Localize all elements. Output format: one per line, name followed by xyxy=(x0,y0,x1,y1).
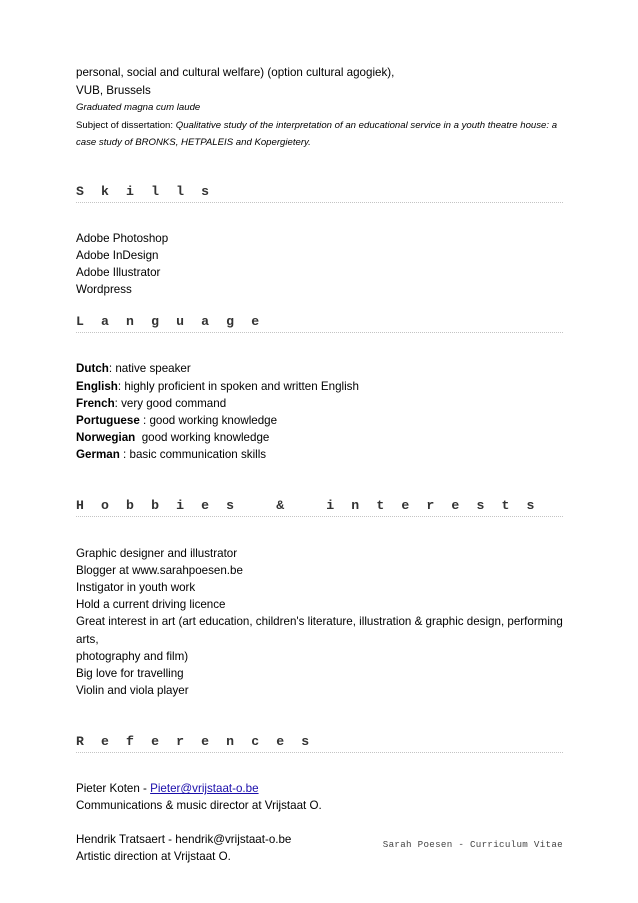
language-item xyxy=(76,395,563,412)
education-line-2: VUB, Brussels xyxy=(76,84,151,97)
reference-2-line: Hendrik Tratsaert - hendrik@vrijstaat-o.be xyxy=(76,833,292,847)
reference-1-role: Communications & music director at Vrijstaat O. xyxy=(76,799,322,813)
skills-list xyxy=(76,230,563,299)
language-name: Portuguese xyxy=(76,413,140,427)
references-block xyxy=(76,780,563,865)
language-level: good working knowledge xyxy=(149,413,278,427)
dissertation-line-1 xyxy=(76,117,563,135)
hobby-item: Big love for travelling xyxy=(76,666,184,680)
skill-item: Wordpress xyxy=(76,283,132,297)
language-name: English xyxy=(76,379,118,393)
dissertation-label: Subject of dissertation: xyxy=(76,119,174,131)
hobby-item: Instigator in youth work xyxy=(76,580,196,594)
language-name: French xyxy=(76,396,115,410)
language-level: basic communication skills xyxy=(129,448,267,462)
reference-1-line xyxy=(76,780,563,797)
hobbies-list xyxy=(76,545,563,700)
language-sep: : xyxy=(119,448,130,462)
dissertation-line-2: case study of BRONKS, HETPALEIS and Kopergietery. xyxy=(76,137,311,148)
language-sep: : xyxy=(139,413,150,427)
language-sep: : xyxy=(108,362,116,376)
reference-2-role: Artistic direction at Vrijstaat O. xyxy=(76,850,231,864)
language-level: good working knowledge xyxy=(141,431,270,445)
hobby-item: Violin and viola player xyxy=(76,684,189,698)
hobbies-heading: H o b b i e s & i n t e r e s t s xyxy=(76,497,563,517)
education-block xyxy=(76,64,563,152)
reference-1-email-link[interactable]: Pieter@vrijstaat-o.be xyxy=(150,782,259,796)
language-sep: : xyxy=(117,379,125,393)
skills-heading: S k i l l s xyxy=(76,183,563,203)
language-list xyxy=(76,360,563,463)
hobby-item: Great interest in art (art education, children's literature, illustration & graphic design, performing arts, xyxy=(76,615,563,646)
language-item xyxy=(76,360,563,377)
references-heading: R e f e r e n c e s xyxy=(76,733,563,753)
language-level: highly proficient in spoken and written English xyxy=(124,379,359,393)
language-name: German xyxy=(76,448,120,462)
dissertation-text-1: Qualitative study of the interpretation of an educational service in a youth theatre house: a xyxy=(175,119,558,131)
language-heading: L a n g u a g e xyxy=(76,313,563,333)
hobby-item: Blogger at www.sarahpoesen.be xyxy=(76,563,243,577)
language-level: native speaker xyxy=(115,362,191,376)
language-item xyxy=(76,378,563,395)
language-sep: : xyxy=(114,396,122,410)
cv-page xyxy=(76,64,563,865)
language-item xyxy=(76,412,563,429)
education-honors: Graduated magna cum laude xyxy=(76,102,201,113)
hobby-item: Hold a current driving licence xyxy=(76,598,226,612)
skill-item: Adobe Photoshop xyxy=(76,231,169,245)
language-name: Dutch xyxy=(76,362,109,376)
skill-item: Adobe Illustrator xyxy=(76,265,161,279)
language-name: Norwegian xyxy=(76,431,136,445)
skill-item: Adobe InDesign xyxy=(76,248,159,262)
language-item xyxy=(76,446,563,463)
reference-1-name: Pieter Koten - xyxy=(76,782,151,796)
education-line-1: personal, social and cultural welfare) (option cultural agogiek), xyxy=(76,66,395,79)
language-level: very good command xyxy=(121,396,227,410)
page-footer: Sarah Poesen - Curriculum Vitae xyxy=(382,839,563,850)
hobby-item: Graphic designer and illustrator xyxy=(76,546,238,560)
language-item xyxy=(76,429,563,446)
hobby-item: photography and film) xyxy=(76,649,189,663)
